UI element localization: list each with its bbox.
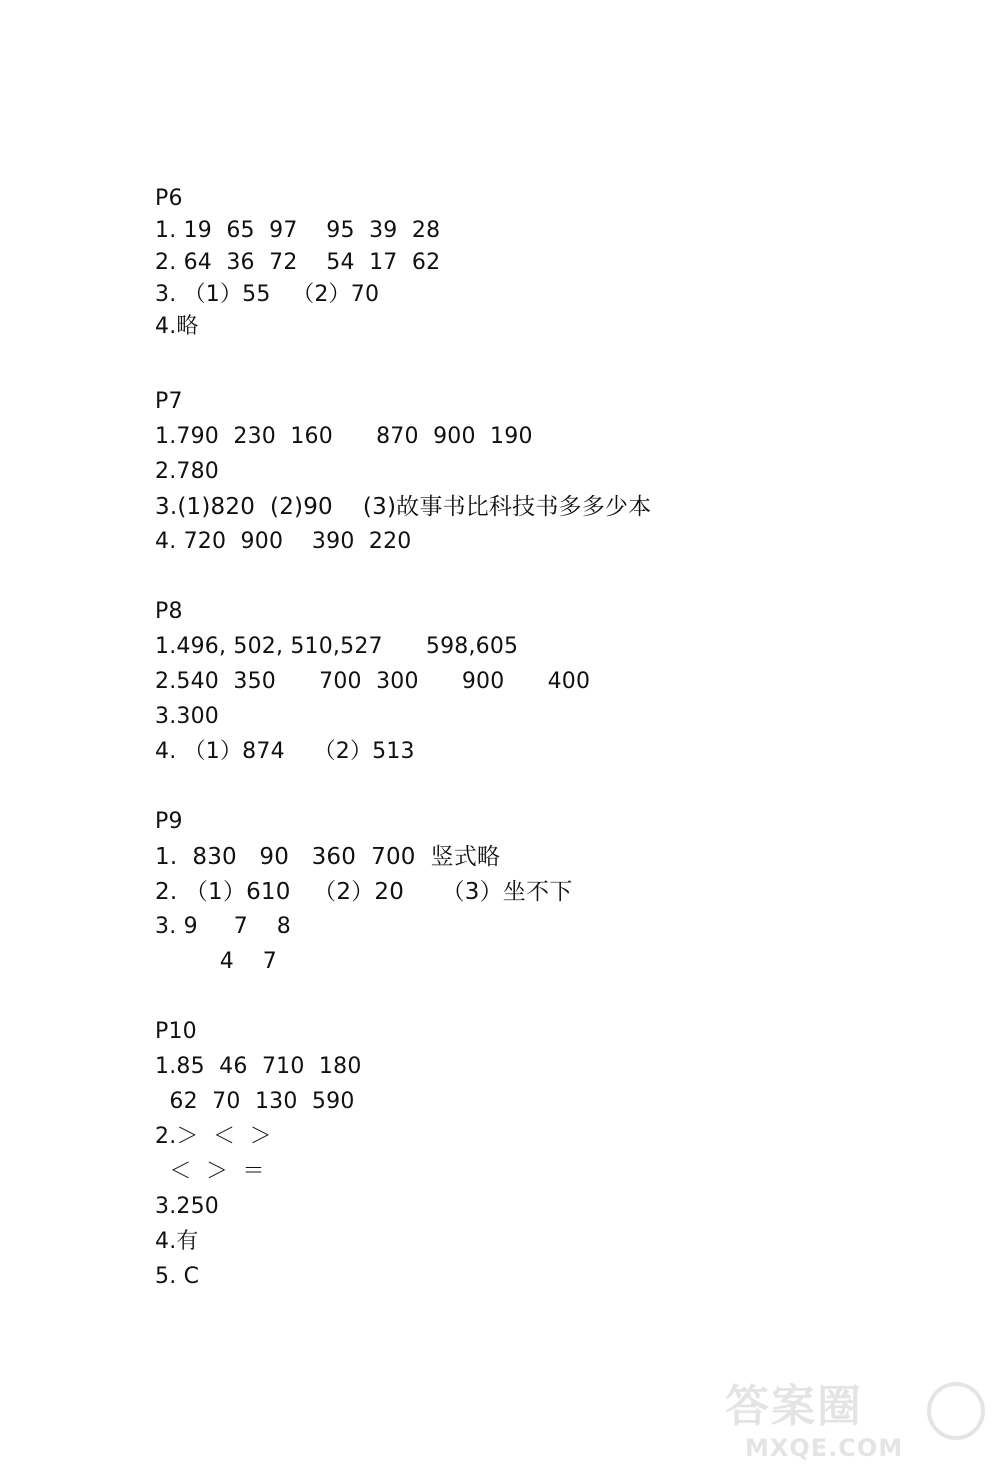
section-heading-p8: P8	[155, 599, 183, 624]
answer-line: 1.85 46 710 180	[155, 1054, 362, 1079]
answer-line: 1.790 230 160 870 900 190	[155, 424, 533, 449]
answer-line: 3.250	[155, 1194, 219, 1219]
answer-line: 3.300	[155, 704, 219, 729]
answer-line: 4.有	[155, 1229, 199, 1254]
answer-line: 4.略	[155, 314, 199, 339]
section-heading-p6: P6	[155, 186, 183, 211]
answer-line: 3.(1)820 (2)90 (3)故事书比科技书多多少本	[155, 494, 652, 520]
section-heading-p9: P9	[155, 809, 183, 834]
answer-line: 1.496, 502, 510,527 598,605	[155, 634, 519, 659]
answer-line: 1. 830 90 360 700 竖式略	[155, 844, 501, 870]
answer-line: ＜ ＞ ＝	[155, 1159, 265, 1184]
answer-line: 4. 720 900 390 220	[155, 529, 412, 554]
watermark-en-text: MXQE.COM	[745, 1434, 904, 1462]
section-heading-p7: P7	[155, 389, 183, 414]
answer-line: 3. （1）55 （2）70	[155, 282, 380, 307]
answer-line: 62 70 130 590	[155, 1089, 355, 1114]
answer-line: 4. （1）874 （2）513	[155, 739, 415, 764]
watermark-cn-text: 答案圈	[725, 1381, 863, 1432]
answer-line: 2.＞ ＜ ＞	[155, 1124, 272, 1149]
section-heading-p10: P10	[155, 1019, 197, 1044]
answer-line: 1. 19 65 97 95 39 28	[155, 218, 441, 243]
answer-line: 3. 9 7 8	[155, 914, 291, 939]
answer-line: 2. 64 36 72 54 17 62	[155, 250, 441, 275]
answer-line: 2.780	[155, 459, 219, 484]
watermark-logo	[705, 1382, 995, 1464]
watermark-seal-icon	[927, 1382, 985, 1440]
answer-line: 2. （1）610 （2）20 （3）坐不下	[155, 879, 573, 905]
answer-line: 5. C	[155, 1264, 200, 1289]
answer-line: 2.540 350 700 300 900 400	[155, 669, 591, 694]
answer-line: 4 7	[155, 949, 277, 974]
